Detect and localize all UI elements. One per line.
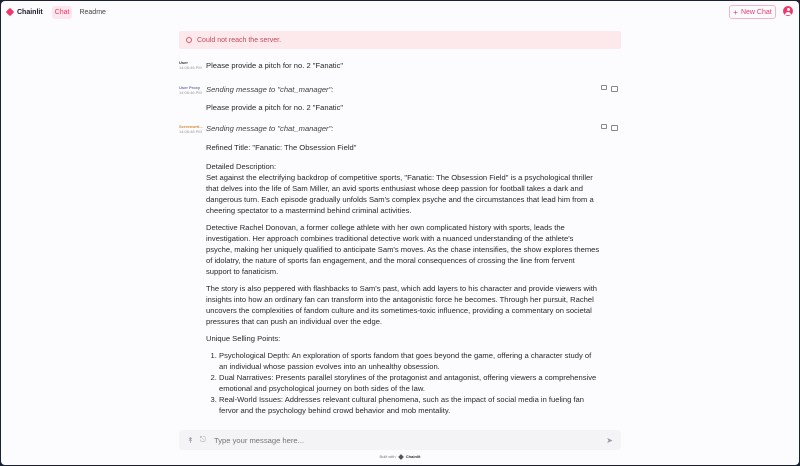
alert-circle-icon <box>186 37 192 43</box>
thumbs-up-icon[interactable] <box>611 124 617 129</box>
message-status <box>206 84 601 95</box>
app-logo[interactable] <box>6 8 43 16</box>
app-name: Chainlit <box>17 8 43 16</box>
error-banner-text: Could not reach the server. <box>197 36 282 44</box>
description-paragraph: Detective Rachel Donovan, a former college athlete with her own complicated history with sports, leads the investigation. Her approach combines traditional detective work with a nuanced understanding of the athlete's psyche, making her uniquely qualified to anticipate Sam's moves. As the chase intensifies, the show explores themes of idolatry, the nature of sports fan engagement, and the moral consequences of crossing the line from fervent support to fanaticism. <box>206 223 600 276</box>
list-item: 1. Psychological Depth: An exploration of sports fandom that goes beyond the game, offering a character study of an individual whose passion evolves into an unhealthy obsession. <box>219 350 601 372</box>
status-text: Sending message to "chat_manager": <box>206 124 334 133</box>
chainlit-logo-icon <box>398 454 404 460</box>
message-user-proxy <box>179 84 621 120</box>
message-input[interactable] <box>214 436 606 445</box>
send-icon[interactable]: ➤ <box>606 435 613 445</box>
usp-list <box>206 350 601 416</box>
list-item: 2. Dual Narratives: Presents parallel storylines of the protagonist and antagonist, offering viewers a comprehensive emotional and psychological journey on both sides of the law. <box>219 372 601 394</box>
built-with-footer[interactable] <box>1 454 799 459</box>
copy-icon[interactable] <box>601 85 607 90</box>
refined-title: Refined Title: "Fanatic: The Obsession Field" <box>206 143 357 152</box>
message-user <box>179 59 621 75</box>
author-name: User Proxy <box>179 85 201 90</box>
message-status <box>206 123 601 134</box>
plus-icon: + <box>733 7 738 17</box>
message-time: 14:06:48 PM <box>179 129 202 134</box>
tab-readme[interactable]: Readme <box>79 8 106 16</box>
new-chat-button[interactable] <box>729 5 776 19</box>
message-author <box>179 60 203 70</box>
built-brand: Chainlit <box>405 454 421 459</box>
status-text: Sending message to "chat_manager": <box>206 85 334 94</box>
detailed-heading: Detailed Description: <box>206 162 277 171</box>
message-body <box>206 84 601 119</box>
description-paragraph: The story is also peppered with flashbacks to Sam's past, which add layers to his character and provide viewers with insights into how an ordinary fan can transform into the antagonistic force he becomes. Through her pursuit, Rachel uncovers the complexities of fandom culture and its sometimes-toxic influence, providing a commentary on societal pressures that can push an individual over the edge. <box>206 284 598 326</box>
message-text: Please provide a pitch for no. 2 "Fanatic" <box>206 61 344 70</box>
thumbs-up-icon[interactable] <box>611 85 617 90</box>
list-item: 3. Real-World Issues: Addresses relevant cultural phenomena, such as the impact of social media in fueling fan fervor and the psychology behind crowd behavior and mob mentality. <box>219 394 601 416</box>
copy-icon[interactable] <box>601 124 607 129</box>
app-window <box>1 1 799 465</box>
message-text: Please provide a pitch for no. 2 "Fanatic" <box>206 103 344 112</box>
message-body <box>206 123 601 416</box>
author-name: User <box>179 60 188 65</box>
new-chat-label: New Chat <box>740 8 772 16</box>
message-screenwriter <box>179 123 621 425</box>
author-name: Screenwrit... <box>179 124 203 129</box>
message-time: 14:06:46 PM <box>179 90 202 95</box>
message-composer <box>179 430 621 450</box>
description-paragraph: Set against the electrifying backdrop of competitive sports, "Fanatic: The Obsession Field" is a psychological thriller that delves into the life of Sam Miller, an avid sports enthusiast whose deep passion for football takes a dark and dangerous turn. Each episode gradually unfolds Sam's complex psyche and the circumstances that lead him from a cheering spectator to a mastermind behind criminal activities. <box>206 173 594 215</box>
message-body <box>206 60 601 77</box>
settings-icon[interactable]: ↟ <box>187 435 194 445</box>
attach-icon[interactable]: ⎋ <box>199 435 207 444</box>
built-prefix: Built with <box>379 454 396 459</box>
chainlit-logo-icon <box>6 8 14 16</box>
message-author <box>179 124 203 134</box>
error-banner <box>179 31 621 49</box>
tab-chat[interactable]: Chat <box>52 6 73 19</box>
message-author <box>179 85 203 95</box>
message-time: 14:06:46 PM <box>179 65 202 70</box>
usp-heading: Unique Selling Points: <box>206 334 281 343</box>
user-avatar-icon[interactable] <box>783 6 793 16</box>
top-bar <box>1 1 799 23</box>
